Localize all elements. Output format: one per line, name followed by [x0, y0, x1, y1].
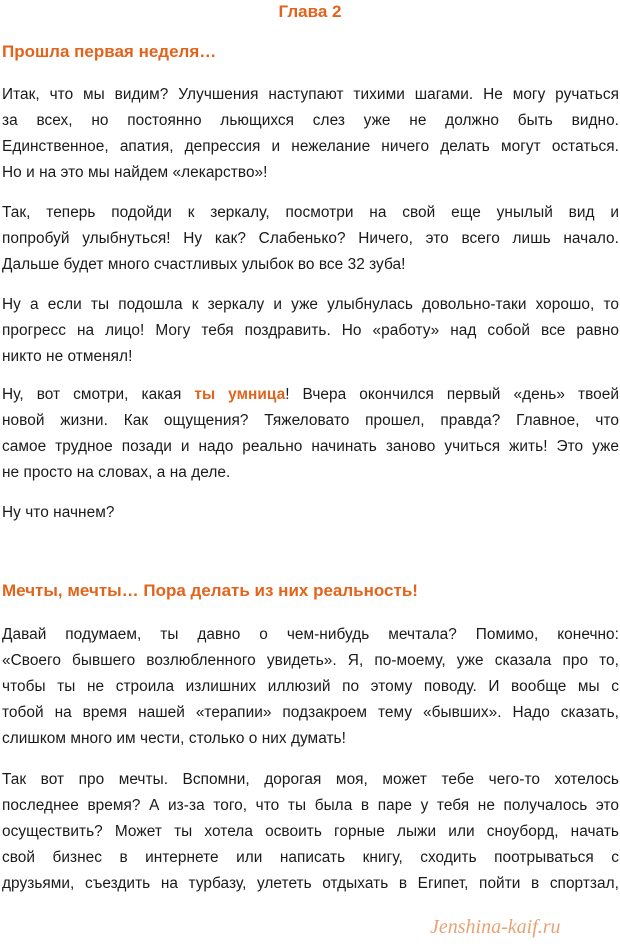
text-line: новой жизни. Как ощущения? Тяжеловато прошел, правда? Главное, что	[2, 412, 619, 429]
text-line: Итак, что мы видим? Улучшения наступают тихими шагами. Не могу ручаться	[2, 86, 619, 103]
text-line: прогресс на лицо! Могу тебя поздравить. Но «работу» над собой все равно	[2, 322, 619, 339]
site-watermark: Jenshina-kaif.ru	[430, 916, 561, 938]
text-run: Ну, вот смотри, какая	[2, 386, 195, 403]
text-line: осуществить? Может ты хотела освоить горные лыжи или сноуборд, начать	[2, 823, 619, 840]
text-line: Так, теперь подойди к зеркалу, посмотри на свой еще унылый вид и	[2, 204, 619, 221]
text-line: Единственное, апатия, депрессия и нежелание ничего делать могут остаться.	[2, 138, 619, 155]
text-run: ! Вчера окончился первый «день» твоей	[285, 386, 619, 403]
text-line: Давай подумаем, ты давно о чем-нибудь мечтала? Помимо, конечно:	[2, 626, 619, 643]
text-line: никто не отменял!	[2, 348, 133, 365]
text-line: Ну что начнем?	[2, 504, 115, 521]
text-line: слишком много им чести, столько о них думать!	[2, 730, 346, 747]
text-line: попробуй улыбнуться! Ну как? Слабенько? Ничего, это всего лишь начало.	[2, 230, 619, 247]
text-line: Дальше будет много счастливых улыбок во все 32 зуба!	[2, 256, 406, 273]
chapter-title: Глава 2	[278, 2, 342, 21]
text-line: Ну а если ты подошла к зеркалу и уже улыбнулась довольно-таки хорошо, то	[2, 296, 619, 313]
text-line: свой бизнес в интернете или написать книгу, сходить поотрываться с	[2, 849, 619, 866]
text-line: друзьями, съездить на турбазу, улететь отдыхать в Египет, пойти в спортзал,	[2, 875, 619, 892]
text-line: Но и на это мы найдем «лекарство»!	[2, 164, 268, 181]
paragraph-progress	[2, 292, 619, 370]
text-line: самое трудное позади и надо реально начинать заново учиться жить! Это уже	[2, 438, 619, 455]
highlighted-phrase: ты умница	[194, 386, 286, 403]
paragraph-mirror	[2, 200, 619, 278]
paragraph-first-day	[2, 382, 619, 486]
text-line: тобой на время нашей «терапии» подзакроем тему «бывших». Надо сказать,	[2, 704, 619, 721]
section-heading-dreams: Мечты, мечты… Пора делать из них реальность!	[2, 581, 418, 600]
paragraph-improvements	[2, 82, 619, 186]
text-line: Так вот про мечты. Вспомни, дорогая моя, может тебе чего-то хотелось	[2, 771, 619, 788]
text-line: не просто на словах, а на деле.	[2, 464, 231, 481]
text-line	[2, 382, 619, 408]
text-line: последнее время? А из-за того, что ты была в паре у тебя не получалось это	[2, 797, 619, 814]
text-line: за всех, но постоянно льющихся слез уже не должно быть видно.	[2, 112, 619, 129]
paragraph-about-dreams	[2, 767, 619, 897]
text-line: чтобы ты не строила излишних иллюзий по этому поводу. И вообще мы с	[2, 678, 619, 695]
section-heading-first-week: Прошла первая неделя…	[2, 42, 217, 61]
paragraph-dreams	[2, 622, 619, 752]
paragraph-lets-start	[2, 500, 619, 526]
text-line: «Своего бывшего возлюбленного увидеть». Я, по-моему, уже сказала про то,	[2, 652, 619, 669]
